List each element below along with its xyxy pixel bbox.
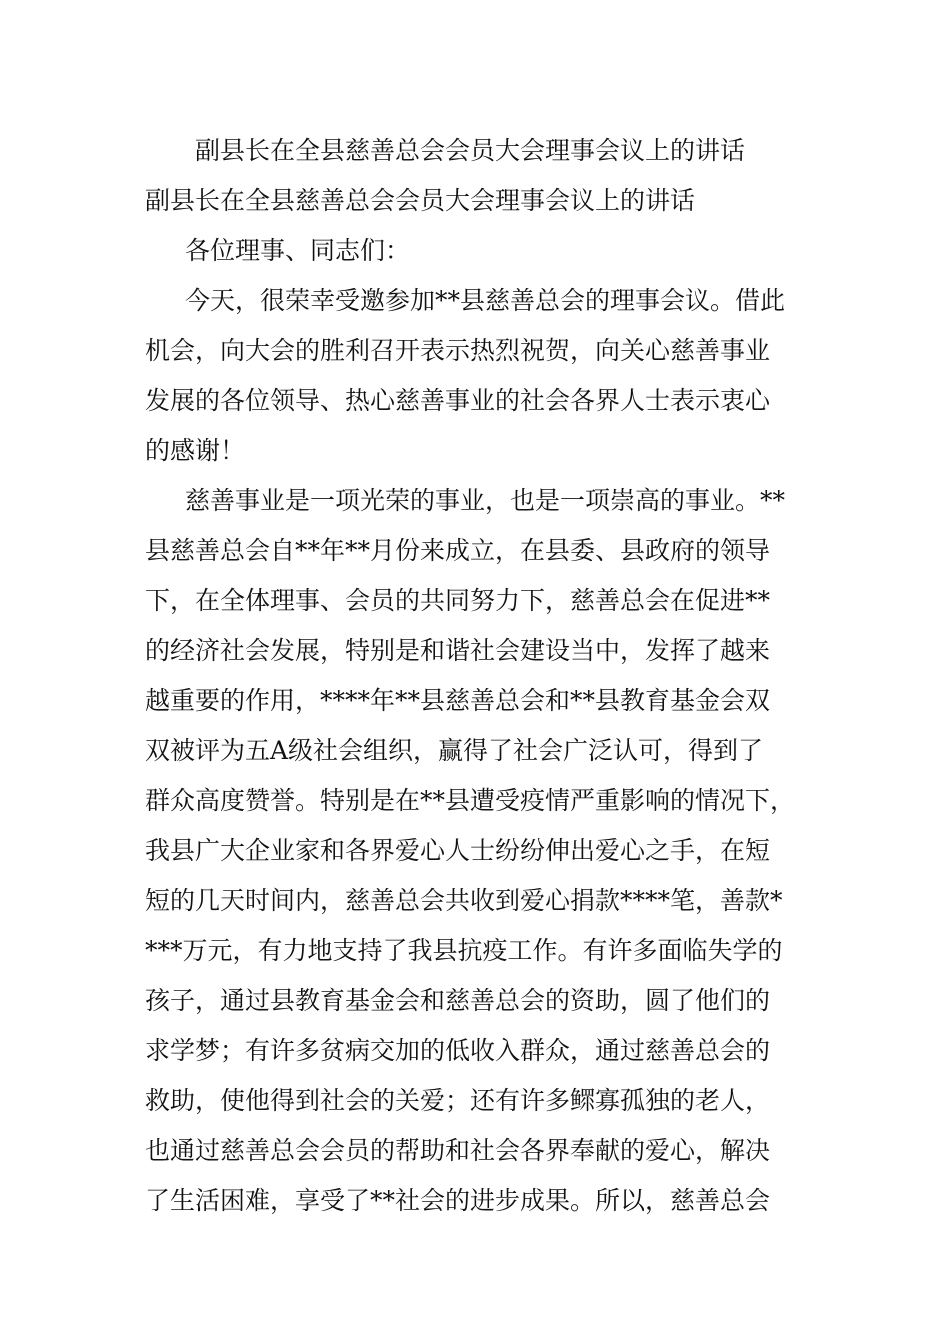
paragraph-line: 越重要的作用，****年**县慈善总会和**县教育基金会双 xyxy=(145,686,771,715)
paragraph-line: 机会，向大会的胜利召开表示热烈祝贺，向关心慈善事业 xyxy=(145,336,771,365)
paragraph-line: 我县广大企业家和各界爱心人士纷纷伸出爱心之手，在短 xyxy=(145,836,771,865)
paragraph-line: 救助，使他得到社会的关爱；还有许多鳏寡孤独的老人， xyxy=(145,1086,771,1115)
paragraph-line: 慈善事业是一项光荣的事业，也是一项崇高的事业。** xyxy=(185,486,786,515)
salutation-line: 各位理事、同志们： xyxy=(185,236,411,265)
paragraph-line: 了生活困难，享受了**社会的进步成果。所以，慈善总会 xyxy=(145,1186,771,1215)
paragraph-line: 的经济社会发展，特别是和谐社会建设当中，发挥了越来 xyxy=(145,636,771,665)
paragraph-line: 下，在全体理事、会员的共同努力下，慈善总会在促进** xyxy=(145,586,771,615)
paragraph-line: ***万元，有力地支持了我县抗疫工作。有许多面临失学的 xyxy=(145,936,783,965)
document-subtitle: 副县长在全县慈善总会会员大会理事会议上的讲话 xyxy=(145,186,696,215)
paragraph-line: 群众高度赞誉。特别是在**县遭受疫情严重影响的情况下， xyxy=(145,786,796,815)
paragraph-line: 发展的各位领导、热心慈善事业的社会各界人士表示衷心 xyxy=(145,386,771,415)
paragraph-line: 双被评为五A级社会组织，赢得了社会广泛认可，得到了 xyxy=(145,736,764,765)
paragraph-line: 求学梦；有许多贫病交加的低收入群众，通过慈善总会的 xyxy=(145,1036,771,1065)
paragraph-line: 的感谢！ xyxy=(145,436,246,465)
paragraph-line: 短的几天时间内，慈善总会共收到爱心捐款****笔，善款* xyxy=(145,886,783,915)
paragraph-line: 今天，很荣幸受邀参加**县慈善总会的理事会议。借此 xyxy=(185,286,786,315)
document-title: 副县长在全县慈善总会会员大会理事会议上的讲话 xyxy=(195,136,746,165)
paragraph-line: 也通过慈善总会会员的帮助和社会各界奉献的爱心，解决 xyxy=(145,1136,771,1165)
paragraph-line: 孩子，通过县教育基金会和慈善总会的资助，圆了他们的 xyxy=(145,986,771,1015)
paragraph-line: 县慈善总会自**年**月份来成立，在县委、县政府的领导 xyxy=(145,536,771,565)
